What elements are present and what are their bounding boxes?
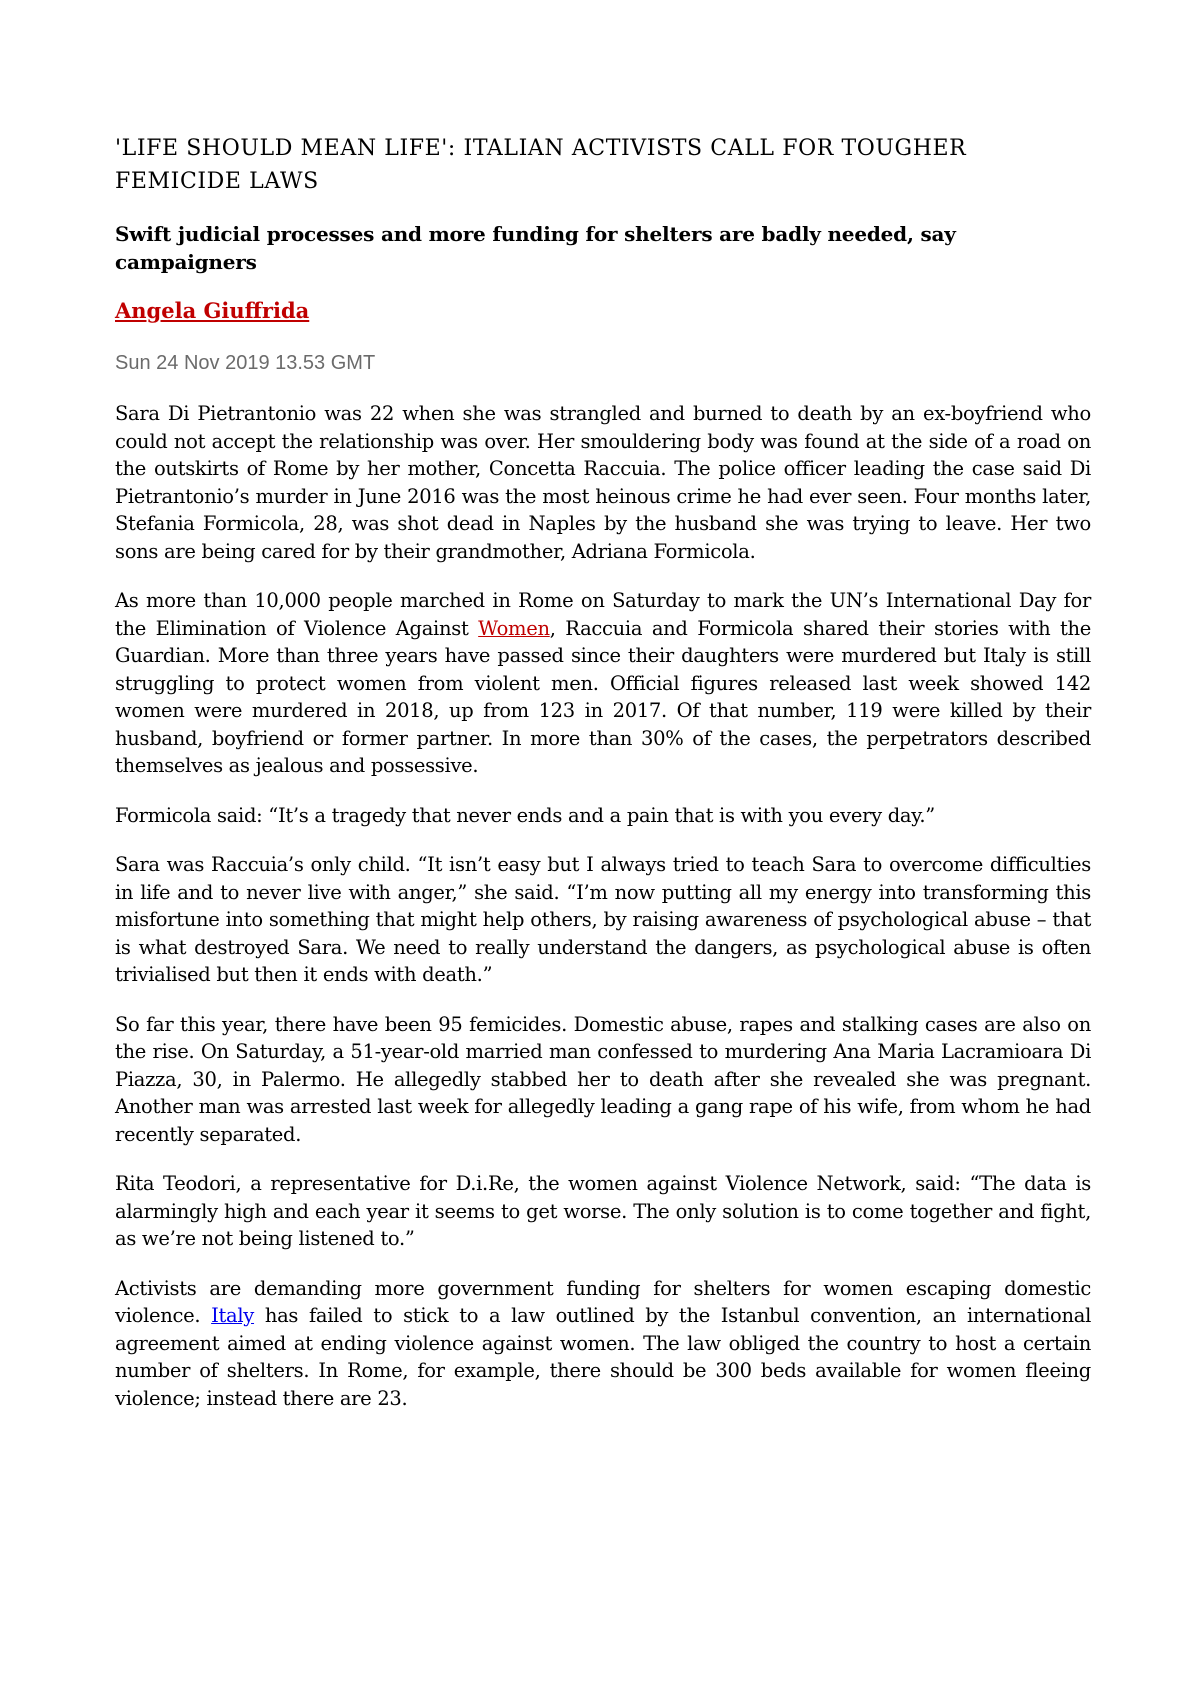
paragraph-7-text-before: Activists are demanding more government funding for shelters for women escaping domestic violence. <box>115 1276 1091 1327</box>
paragraph-3: Formicola said: “It’s a tragedy that never ends and a pain that is with you every day.” <box>115 803 935 827</box>
paragraph-2 <box>115 587 1091 780</box>
women-link[interactable]: Women <box>478 616 550 640</box>
byline <box>115 296 1091 326</box>
paragraph-2-text-before: As more than 10,000 people marched in Rome on Saturday to mark the UN’s International Day for the Elimination of Violence Against <box>115 589 1091 640</box>
paragraph-5: So far this year, there have been 95 femicides. Domestic abuse, rapes and stalking cases are also on the rise. On Saturday, a 51-year-old married man confessed to murdering Ana Maria Lacramioara Di Piazza, 30, in Palermo. He allegedly stabbed her to death after she revealed she was pregnant. Another man was arrested last week for allegedly leading a gang rape of his wife, from whom he had recently separated. <box>115 1012 1091 1146</box>
paragraph-4: Sara was Raccuia’s only child. “It isn’t easy but I always tried to teach Sara to overcome difficulties in life and to never live with anger,” she said. “I’m now putting all my energy into transforming this misfortune into something that might help others, by raising awareness of psychological abuse – that is what destroyed Sara. We need to really understand the dangers, as psychological abuse is often trivialised but then it ends with death.” <box>115 853 1091 986</box>
paragraph-7-text-after: has failed to stick to a law outlined by the Istanbul convention, an international agreement aimed at ending violence against women. The law obliged the country to host a certain number of shelters. In Rome, for example, there should be 300 beds available for women fleeing violence; instead there are 23. <box>115 1304 1091 1410</box>
standfirst: Swift judicial processes and more funding for shelters are badly needed, say campaigners <box>115 222 956 274</box>
headline: 'LIFE SHOULD MEAN LIFE': ITALIAN ACTIVISTS CALL FOR TOUGHER FEMICIDE LAWS <box>115 136 967 194</box>
author-link[interactable]: Angela Giuffrida <box>115 298 310 323</box>
publish-date: Sun 24 Nov 2019 13.53 GMT <box>115 352 376 374</box>
paragraph-2-text-after: , Raccuia and Formicola shared their stories with the Guardian. More than three years have passed since their daughters were murdered but Italy is still struggling to protect women from violent men. Official figures released last week showed 142 women were murdered in 2018, up from 123 in 2017. Of that number, 119 were killed by their husband, boyfriend or former partner. In more than 30% of the cases, the perpetrators described themselves as jealous and possessive. <box>115 616 1092 777</box>
paragraph-7 <box>115 1275 1091 1413</box>
paragraph-1: Sara Di Pietrantonio was 22 when she was strangled and burned to death by an ex-boyfriend who could not accept the relationship was over. Her smouldering body was found at the side of a road on the outskirts of Rome by her mother, Concetta Raccuia. The police officer leading the case said Di Pietrantonio’s murder in June 2016 was the most heinous crime he had ever seen. Four months later, Stefania Formicola, 28, was shot dead in Naples by the husband she was trying to leave. Her two sons are being cared for by their grandmother, Adriana Formicola. <box>115 402 1091 563</box>
article <box>115 132 1091 1434</box>
paragraph-6: Rita Teodori, a representative for D.i.Re, the women against Violence Network, said: “The data is alarmingly high and each year it seems to get worse. The only solution is to come together and fight, as we’re not being listened to.” <box>115 1172 1091 1250</box>
italy-link[interactable]: Italy <box>211 1304 255 1327</box>
